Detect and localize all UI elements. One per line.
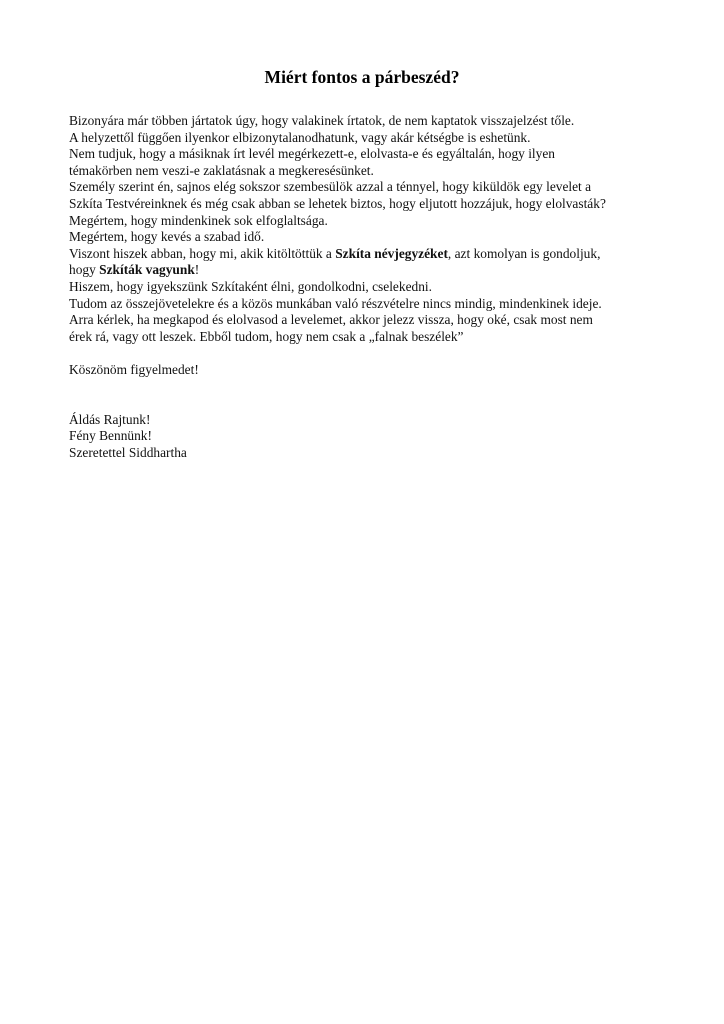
paragraph-line: érek rá, vagy ott leszek. Ebből tudom, hogy nem csak a „falnak beszélek”: [69, 328, 464, 344]
blank-line: [69, 345, 669, 362]
paragraph-line: Tudom az összejövetelekre és a közös munkában való részvételre nincs mindig, mindenkinek ideje.: [69, 295, 602, 311]
text-segment: Viszont hiszek abban, hogy mi, akik kitöltöttük a: [69, 245, 336, 261]
text-segment: hogy: [69, 262, 100, 278]
letter-body: [69, 113, 669, 461]
bold-text-segment: Szkíta névjegyzéket: [335, 245, 448, 261]
signature-line: Szeretettel Siddhartha: [69, 444, 187, 460]
document-title: Miért fontos a párbeszéd?: [264, 67, 460, 87]
closing-line: Fény Bennünk!: [69, 428, 152, 444]
paragraph-line: Bizonyára már többen jártatok úgy, hogy valakinek írtatok, de nem kaptatok visszajelzést tőle.: [69, 113, 575, 128]
paragraph-line: Nem tudjuk, hogy a másiknak írt levél megérkezett-e, elolvasta-e és egyáltalán, hogy ilyen: [69, 146, 555, 162]
paragraph-line-with-bold: [69, 246, 669, 263]
paragraph-line: Megértem, hogy kevés a szabad idő.: [69, 229, 265, 245]
blank-line: [69, 379, 669, 412]
paragraph-line: Szkíta Testvéreinknek és még csak abban se lehetek biztos, hogy eljutott hozzájuk, hogy elolvasták?: [69, 195, 606, 211]
paragraph-line: Hiszem, hogy igyekszünk Szkítaként élni, gondolkodni, cselekedni.: [69, 278, 432, 294]
text-segment: !: [194, 262, 200, 278]
paragraph-line: A helyzettől függően ilyenkor elbizonytalanodhatunk, vagy akár kétségbe is eshetünk.: [69, 129, 531, 145]
thanks-line: Köszönöm figyelmedet!: [69, 361, 199, 377]
paragraph-line-with-bold: [69, 262, 669, 279]
paragraph-line: Megértem, hogy mindenkinek sok elfoglaltsága.: [69, 212, 328, 228]
paragraph-line: témakörben nem veszi-e zaklatásnak a megkeresésünket.: [69, 162, 374, 178]
bold-text-segment: Szkíták vagyunk: [99, 262, 195, 278]
paragraph-line: Arra kérlek, ha megkapod és elolvasod a levelemet, akkor jelezz vissza, hogy oké, csak most nem: [69, 312, 593, 328]
paragraph-line: Személy szerint én, sajnos elég sokszor szembesülök azzal a ténnyel, hogy kiküldök egy levelet a: [69, 179, 592, 195]
text-segment: , azt komolyan is gondoljuk,: [447, 245, 601, 261]
closing-line: Áldás Rajtunk!: [69, 411, 151, 427]
